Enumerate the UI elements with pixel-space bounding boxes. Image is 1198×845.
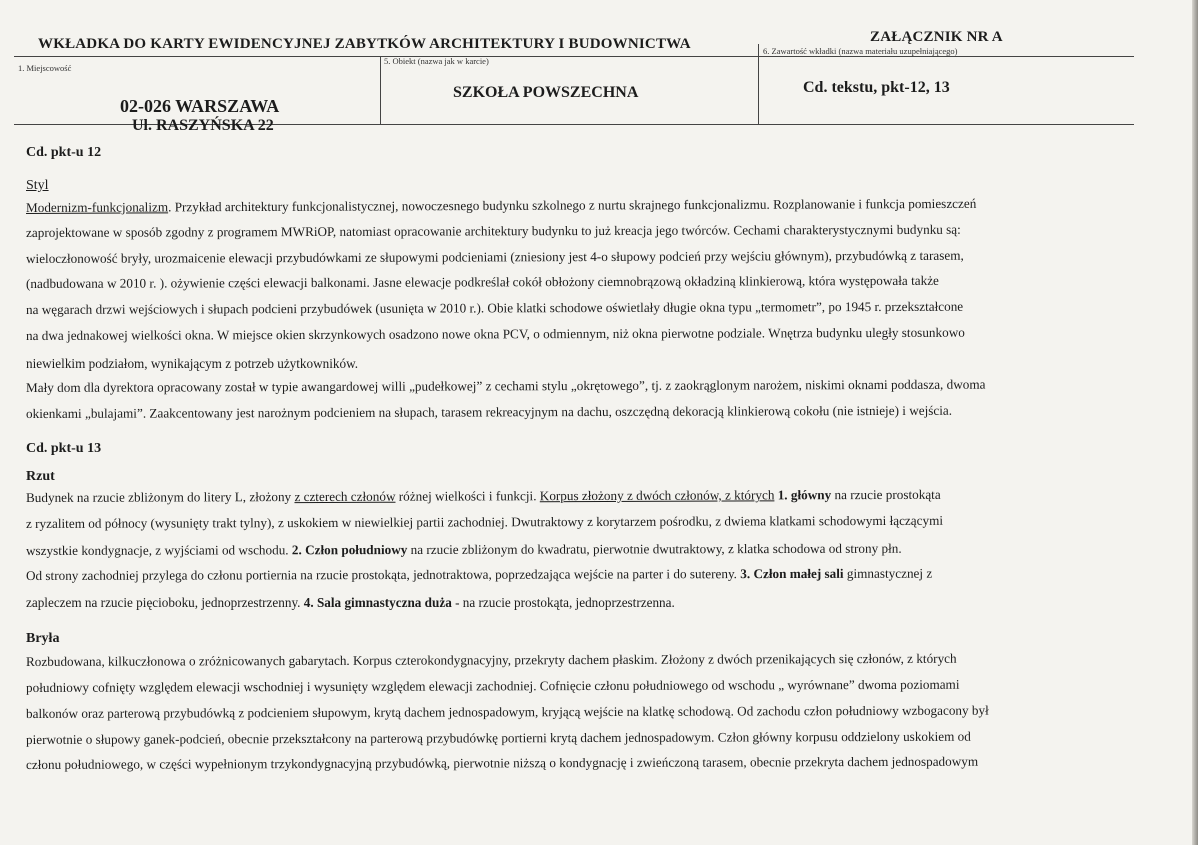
rzut-line-4-a: Od strony zachodniej przylega do członu portiernia na rzucie prostokąta, jednotraktowa, poprzedzająca wejście na parter i do sutereny. — [25, 566, 741, 583]
rzut-line-1-a: Budynek na rzucie zbliżonym do litery L, złożony — [25, 489, 295, 505]
rzut-line-2: z ryzalitem od północy (wysunięty trakt tylny), z uskokiem w niewielkiej partii zachodniej. Dwutraktowy z korytarzem pośrodku, z dwiema klatkami schodowymi łączącymi — [25, 512, 944, 531]
section-12-line-7: niewielkim podziałom, wynikającym z potrzeb użytkowników. — [26, 356, 359, 371]
field5-value: SZKOŁA POWSZECHNA — [453, 84, 639, 101]
section-12-heading: Cd. pkt-u 12 — [26, 145, 102, 160]
rzut-line-3-b: na rzucie zbliżonym do kwadratu, pierwotnie dwutraktowy, z klatka schodowa od strony płn. — [407, 540, 902, 558]
field5-label: 5. Obiekt (nazwa jak w karcie) — [384, 56, 489, 66]
rzut-line-4 — [26, 566, 932, 584]
rzut-line-5-b: - na rzucie prostokąta, jednoprzestrzenna. — [451, 595, 675, 610]
section-12-line-2: zaprojektowane w sposób zgodny z programem MWRiOP, natomiast opracowanie architektury budynku to już kreacja jego twórców. Cechami charakterystycznymi budynku są: — [25, 221, 961, 240]
section-12-line-5: na węgarach drzwi wejściowych i słupach podcieni przybudówek (usunięta w 2010 r.). Obie klatki schodowe oświetlały długie okna typu „termometr”, po 1945 r. przekształcone — [25, 298, 964, 317]
rzut-line-5-a: zapleczem na rzucie pięcioboku, jednoprzestrzenny. — [26, 595, 304, 610]
field1-line1: 02-026 WARSZAWA — [120, 96, 280, 116]
field6-value: Cd. tekstu, pkt-12, 13 — [803, 79, 950, 96]
section-12-line-1-text: . Przykład architektury funkcjonalistycznej, nowoczesnego budynku szkolnego z nurtu skrajnego funkcjonalizmu. Rozplanowanie i funkcja pomieszczeń — [168, 195, 977, 215]
rzut-line-1-d: na rzucie prostokąta — [831, 486, 941, 503]
field6-label: 6. Zawartość wkładki (nazwa materiału uzupełniającego) — [763, 46, 958, 56]
bryla-line-5: członu południowego, w części wypełnionym trzykondygnacyjną przybudówką, pierwotnie niższą o kondygnację i zwieńczoną tarasem, obecnie przekryta dachem jednospadowym — [25, 753, 979, 772]
bryla-line-3: balkonów oraz parterową przybudówką z podcieniem słupowym, krytą dachem jednospadowym, kryjącą wejście na klatkę schodową. Od zachodu człon południowy wzbogacony był — [25, 702, 989, 721]
section-12-line-8: Mały dom dla dyrektora opracowany został w typie awangardowej willi „pudełkowej” z cechami stylu „okrętowego”, tj. z zaokrąglonym narożem, niskimi oknami poddasza, dwoma — [25, 376, 986, 395]
rzut-line-3-bold: 2. Człon południowy — [291, 542, 408, 558]
attachment-label: ZAŁĄCZNIK NR A — [870, 29, 1003, 45]
rzut-line-4-b: gimnastycznej z — [843, 565, 933, 581]
header-rule-top — [14, 56, 1134, 57]
bryla-line-4: pierwotnie o słupowy ganek-podcień, obecnie przekształcony na parterową przybudówkę portierni krytą dachem jednospadowym. Człon główny korpusu oddzielony uskokiem od — [25, 728, 971, 747]
rzut-line-4-bold: 3. Człon małej sali — [740, 565, 844, 582]
header-divider-1 — [380, 56, 381, 124]
header-divider-2 — [758, 44, 759, 124]
field1-label: 1. Miejscowość — [18, 63, 72, 73]
bryla-line-2: południowy cofnięty względem elewacji wschodniej i wysunięty względem elewacji zachodniej. Cofnięcie członu południowego od wschodu „ wyrównane” dwoma poziomami — [25, 676, 960, 695]
rzut-line-1-underline-2: Korpus złożony z dwóch członów, z których — [539, 487, 775, 504]
section-12-line-1 — [26, 196, 976, 216]
section-12-line-9: okienkami „bulajami”. Zaakcentowany jest narożnym podcieniem na słupach, tarasem rekreacyjnym na dachu, oszczędną dekoracją klinkierową cokołu (nie istnieje) i wejścia. — [25, 402, 953, 421]
bryla-heading: Bryła — [26, 631, 60, 646]
field1-line2: Ul. RASZYŃSKA 22 — [132, 117, 274, 134]
rzut-line-1-bold: 1. główny — [777, 487, 832, 503]
rzut-line-3-a: wszystkie kondygnacje, z wyjściami od wschodu. — [25, 542, 292, 558]
rzut-line-5 — [26, 595, 675, 611]
style-heading: Styl — [26, 178, 49, 193]
rzut-line-1 — [26, 487, 941, 506]
rzut-heading: Rzut — [26, 469, 55, 484]
style-name: Modernizm-funkcjonalizm — [25, 199, 169, 215]
section-12-line-4: (nadbudowana w 2010 r. ). ożywienie części elewacji balkonami. Jasne elewacje podkreślał cokół obłożony ciemnobrązową okładziną klinkierową, która występowała także — [25, 272, 939, 291]
rzut-line-3 — [26, 541, 902, 559]
rzut-line-5-bold: 4. Sala gimnastyczna duża — [303, 595, 452, 610]
rzut-line-1-b: różnej wielkości i funkcji. — [395, 488, 540, 504]
scan-edge — [1192, 0, 1198, 845]
section-13-heading: Cd. pkt-u 13 — [26, 441, 102, 456]
section-12-line-6: na dwa jednakowej wielkości okna. W miejsce okien skrzynkowych osadzono nowe okna PCV, o odmiennym, niż okna pierwotne podziale. Wnętrza budynku uległy stosunkowo — [25, 324, 965, 343]
bryla-line-1: Rozbudowana, kilkuczłonowa o zróżnicowanych gabarytach. Korpus czterokondygnacyjny, przekryty dachem płaskim. Złożony z dwóch przenikających się członów, z których — [25, 650, 957, 669]
rzut-line-1-underline-1: z czterech członów — [294, 488, 396, 505]
section-12-line-3: wieloczłonowość bryły, urozmaicenie elewacji przybudówkami ze słupowymi podcieniami (zniesiony jest 4-o słupowy podcień przy wejściu głównym), przybudówką z tarasem, — [25, 247, 964, 266]
document-title: WKŁADKA DO KARTY EWIDENCYJNEJ ZABYTKÓW ARCHITEKTURY I BUDOWNICTWA — [38, 36, 691, 52]
